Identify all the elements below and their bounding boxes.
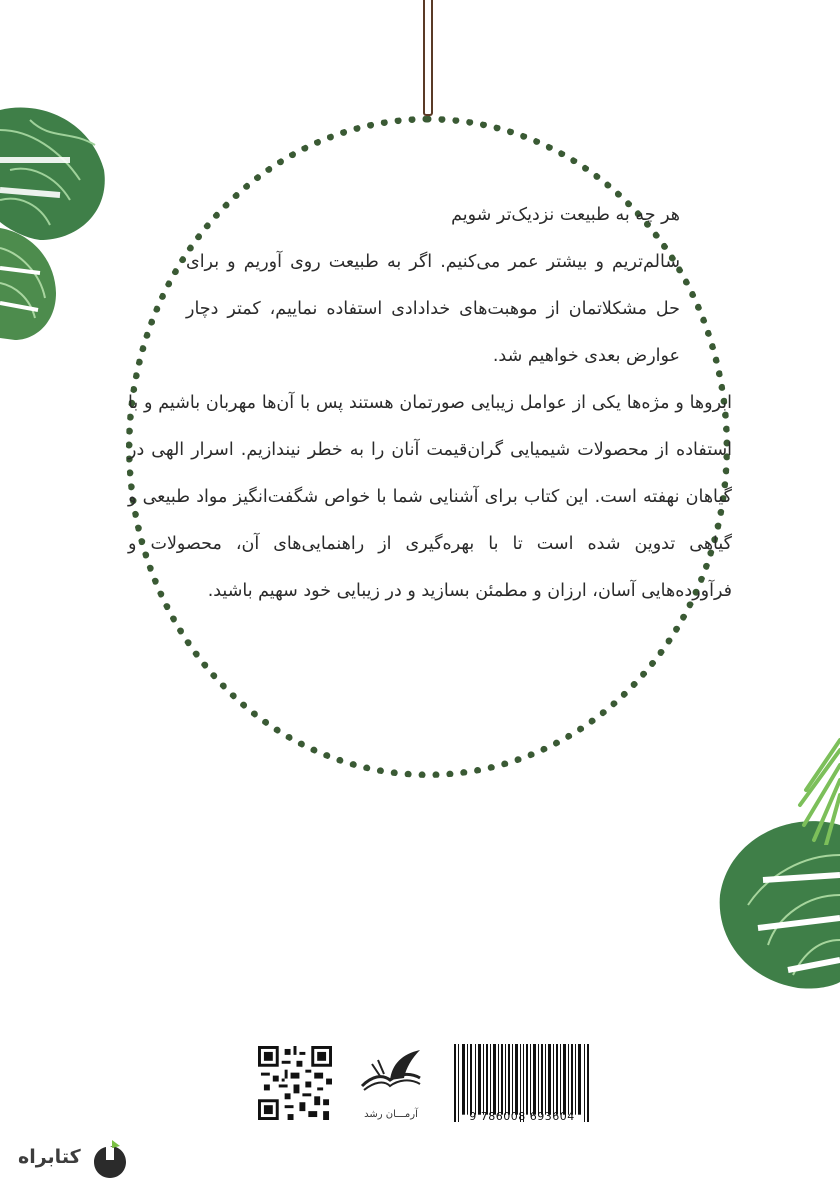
- isbn-number: 9 786008 693604: [469, 1110, 575, 1123]
- monstera-leaf-left-small: [0, 228, 60, 343]
- publisher-book-icon: [354, 1046, 428, 1100]
- publisher-name: آرمـــان رشد: [364, 1109, 418, 1120]
- store-logo-icon: [94, 1140, 126, 1178]
- back-cover-footer: [258, 1044, 590, 1122]
- blurb-intro-text: سالم‌تریم و بیشتر عمر می‌کنیم. اگر به طبیعت روی آوریم و برای حل مشکلاتمان از موهبت‌های خدادادی استفاده نماییم، کمتر دچار عوارض بعدی خواهیم شد.: [186, 252, 680, 366]
- blurb-intro-heading: هر چه به طبیعت نزدیک‌تر شویم: [451, 205, 680, 225]
- store-logo-text: کتابراه: [18, 1146, 81, 1168]
- hanging-string: [423, 0, 433, 116]
- blurb-body-text: ابروها و مژه‌ها یکی از عوامل زیبایی صورتمان هستند پس با آن‌ها مهربان باشیم و با استفاده از محصولات شیمیایی گران‌قیمت آنان را به خطر نیندازیم. اسرار الهی در گیاهان نهفته است. این کتاب برای آشنایی شما با خواص شگفت‌انگیز مواد طبیعی و گیاهی تدوین شده است تا با بهره‌گیری از راهنمایی‌های آن، محصولات و فرآورده‌هایی آسان، ارزان و مطمئن بسازید و در زیبایی خود سهیم باشید.: [128, 393, 732, 601]
- qr-code: [258, 1046, 332, 1120]
- store-logo: [18, 1140, 128, 1180]
- palm-leaf-right: [796, 735, 840, 845]
- publisher-logo: [350, 1046, 432, 1120]
- back-cover-blurb: [128, 192, 732, 615]
